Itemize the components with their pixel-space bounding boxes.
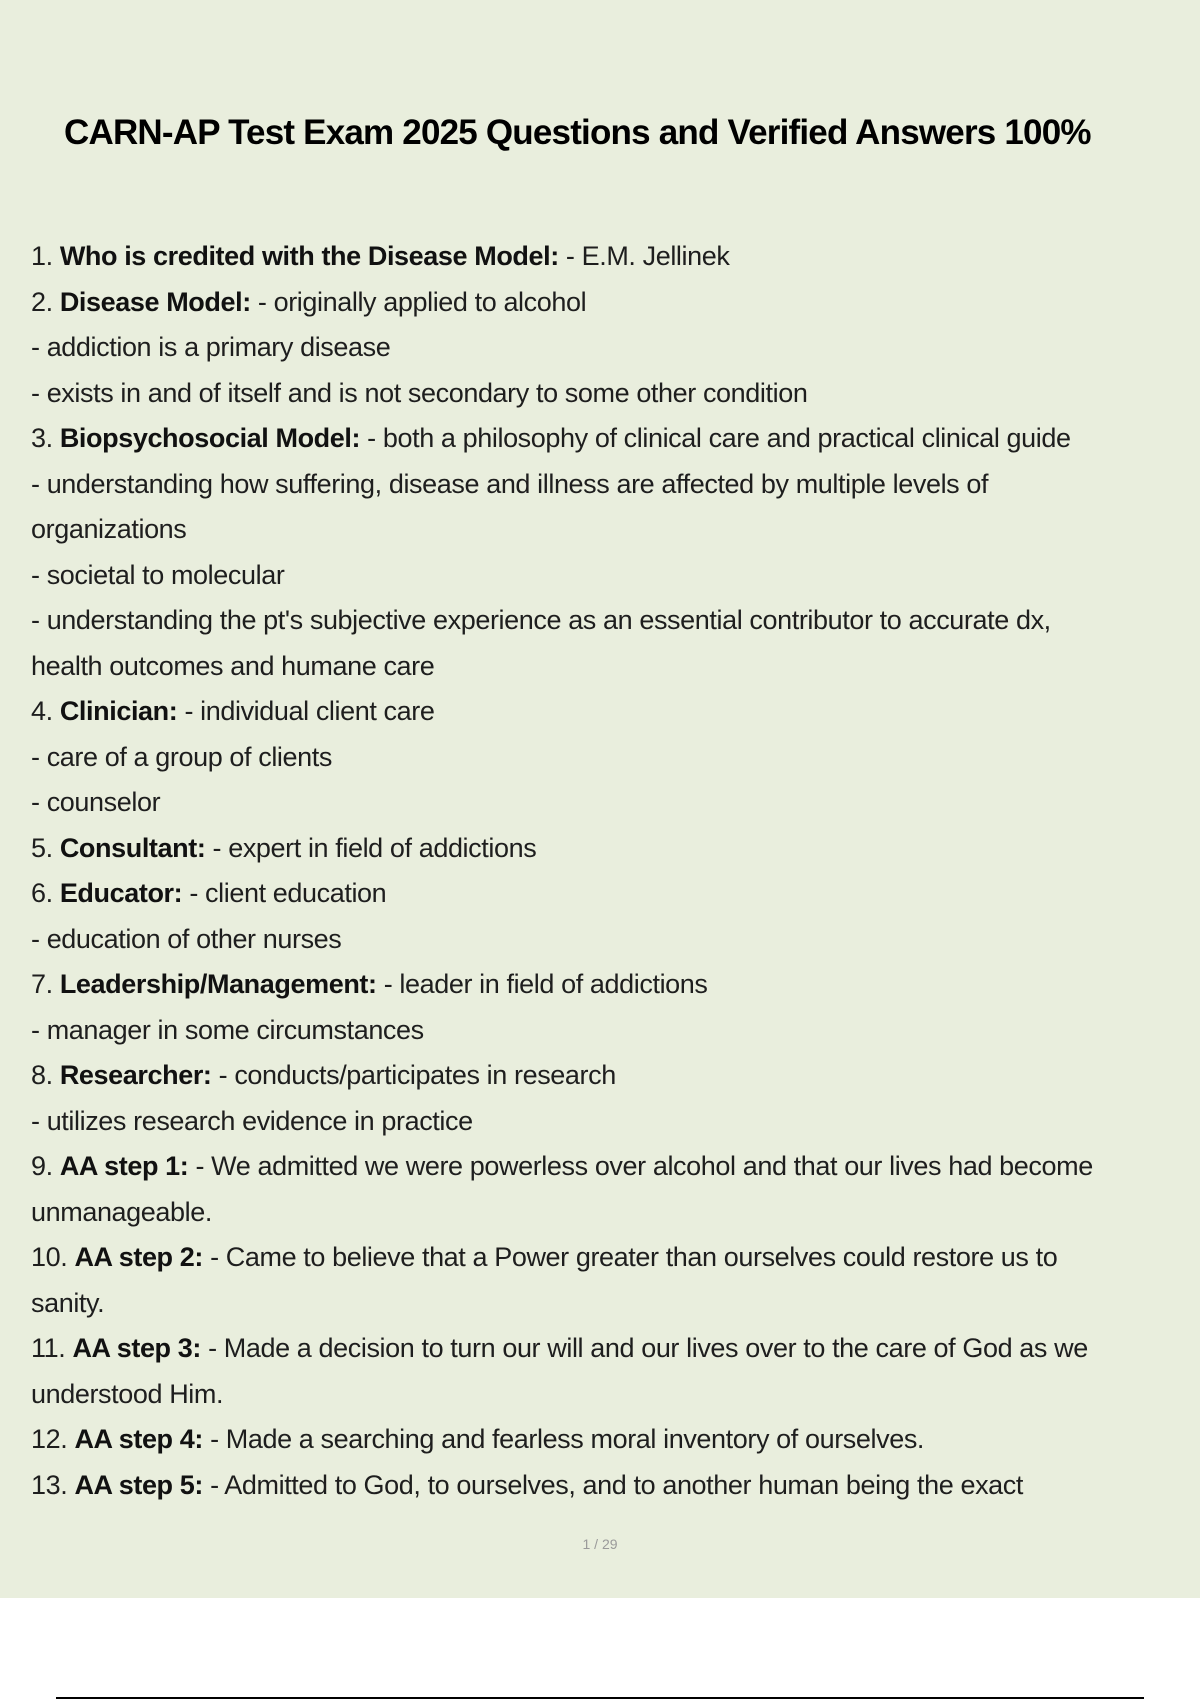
item-answer: health outcomes and humane care bbox=[31, 650, 435, 681]
qa-line bbox=[31, 1053, 1181, 1099]
qa-line bbox=[31, 325, 1181, 371]
item-term: Leadership/Management: bbox=[59, 969, 377, 999]
item-answer: - Came to believe that a Power greater than ourselves could restore us to bbox=[202, 1242, 1058, 1272]
item-number: 1. bbox=[31, 241, 60, 271]
item-answer: understood Him. bbox=[31, 1378, 224, 1409]
qa-line bbox=[31, 280, 1181, 326]
item-number: 13. bbox=[31, 1469, 75, 1500]
page-divider bbox=[56, 1697, 1144, 1699]
item-number: 6. bbox=[31, 878, 60, 908]
qa-line bbox=[31, 416, 1181, 462]
item-term: AA step 5: bbox=[74, 1469, 203, 1500]
item-answer: - both a philosophy of clinical care and practical clinical guide bbox=[360, 423, 1071, 453]
item-answer: unmanageable. bbox=[31, 1196, 212, 1227]
qa-line bbox=[31, 1463, 1181, 1509]
item-answer: organizations bbox=[31, 514, 187, 544]
qa-line bbox=[31, 1281, 1181, 1327]
item-number: 10. bbox=[31, 1242, 75, 1272]
item-answer: - societal to molecular bbox=[31, 559, 285, 590]
item-number: 11. bbox=[31, 1333, 73, 1363]
qa-line bbox=[31, 598, 1181, 644]
qa-line bbox=[31, 1008, 1181, 1054]
item-answer: - leader in field of addictions bbox=[376, 969, 708, 999]
item-term: Clinician: bbox=[59, 696, 178, 726]
qa-line bbox=[31, 1417, 1181, 1463]
item-term: Educator: bbox=[59, 878, 183, 908]
item-number: 4. bbox=[31, 696, 60, 726]
item-answer: - Made a searching and fearless moral inventory of ourselves. bbox=[202, 1424, 925, 1454]
qa-line bbox=[31, 1372, 1181, 1418]
item-answer: - care of a group of clients bbox=[31, 741, 332, 772]
item-answer: - utilizes research evidence in practice bbox=[31, 1105, 473, 1136]
item-answer: - expert in field of addictions bbox=[205, 832, 537, 863]
item-answer: sanity. bbox=[31, 1287, 105, 1318]
qa-list bbox=[31, 234, 1181, 1508]
qa-line bbox=[31, 553, 1181, 599]
document-title: CARN-AP Test Exam 2025 Questions and Verified Answers 100% bbox=[64, 113, 1091, 152]
item-answer: - addiction is a primary disease bbox=[31, 332, 391, 362]
qa-line bbox=[31, 780, 1181, 826]
item-number: 12. bbox=[31, 1424, 75, 1454]
qa-line bbox=[31, 1235, 1181, 1281]
item-answer: - manager in some circumstances bbox=[31, 1014, 424, 1045]
item-answer: - originally applied to alcohol bbox=[250, 286, 587, 317]
item-number: 8. bbox=[31, 1060, 60, 1090]
item-number: 2. bbox=[31, 286, 60, 317]
qa-line bbox=[31, 871, 1181, 917]
qa-line bbox=[31, 735, 1181, 781]
item-term: Researcher: bbox=[59, 1060, 212, 1090]
item-answer: - education of other nurses bbox=[31, 923, 342, 954]
item-answer: - conducts/participates in research bbox=[211, 1060, 616, 1090]
item-answer: - client education bbox=[182, 878, 387, 908]
qa-line bbox=[31, 826, 1181, 872]
item-answer: - exists in and of itself and is not secondary to some other condition bbox=[31, 377, 808, 408]
qa-line bbox=[31, 917, 1181, 963]
item-answer: - understanding the pt's subjective experience as an essential contributor to accurate dx, bbox=[31, 605, 1051, 635]
qa-line bbox=[31, 234, 1181, 280]
qa-line bbox=[31, 644, 1181, 690]
item-answer: - Admitted to God, to ourselves, and to another human being the exact bbox=[202, 1469, 1023, 1500]
item-term: AA step 4: bbox=[74, 1424, 203, 1454]
qa-line bbox=[31, 689, 1181, 735]
item-term: AA step 2: bbox=[74, 1242, 203, 1272]
item-term: Who is credited with the Disease Model: bbox=[59, 241, 559, 271]
qa-line bbox=[31, 1144, 1181, 1190]
qa-line bbox=[31, 371, 1181, 417]
qa-line bbox=[31, 1326, 1181, 1372]
item-number: 7. bbox=[31, 969, 60, 999]
item-answer: - We admitted we were powerless over alcohol and that our lives had become bbox=[188, 1151, 1093, 1181]
item-answer: - Made a decision to turn our will and our lives over to the care of God as we bbox=[200, 1333, 1088, 1363]
item-number: 5. bbox=[31, 832, 60, 863]
item-answer: - understanding how suffering, disease and illness are affected by multiple levels of bbox=[31, 468, 989, 499]
item-term: Disease Model: bbox=[59, 286, 251, 317]
qa-line bbox=[31, 507, 1181, 553]
qa-line bbox=[31, 462, 1181, 508]
qa-line bbox=[31, 1190, 1181, 1236]
item-answer: - individual client care bbox=[177, 696, 435, 726]
item-term: AA step 3: bbox=[72, 1333, 201, 1363]
item-answer: - counselor bbox=[31, 787, 161, 817]
qa-line bbox=[31, 962, 1181, 1008]
item-term: Consultant: bbox=[59, 832, 206, 863]
item-number: 3. bbox=[31, 423, 60, 453]
item-term: Biopsychosocial Model: bbox=[59, 423, 361, 453]
page-indicator: 1 / 29 bbox=[582, 1536, 618, 1552]
item-answer: - E.M. Jellinek bbox=[558, 241, 730, 271]
item-term: AA step 1: bbox=[59, 1151, 189, 1181]
item-number: 9. bbox=[31, 1151, 60, 1181]
qa-line bbox=[31, 1099, 1181, 1145]
